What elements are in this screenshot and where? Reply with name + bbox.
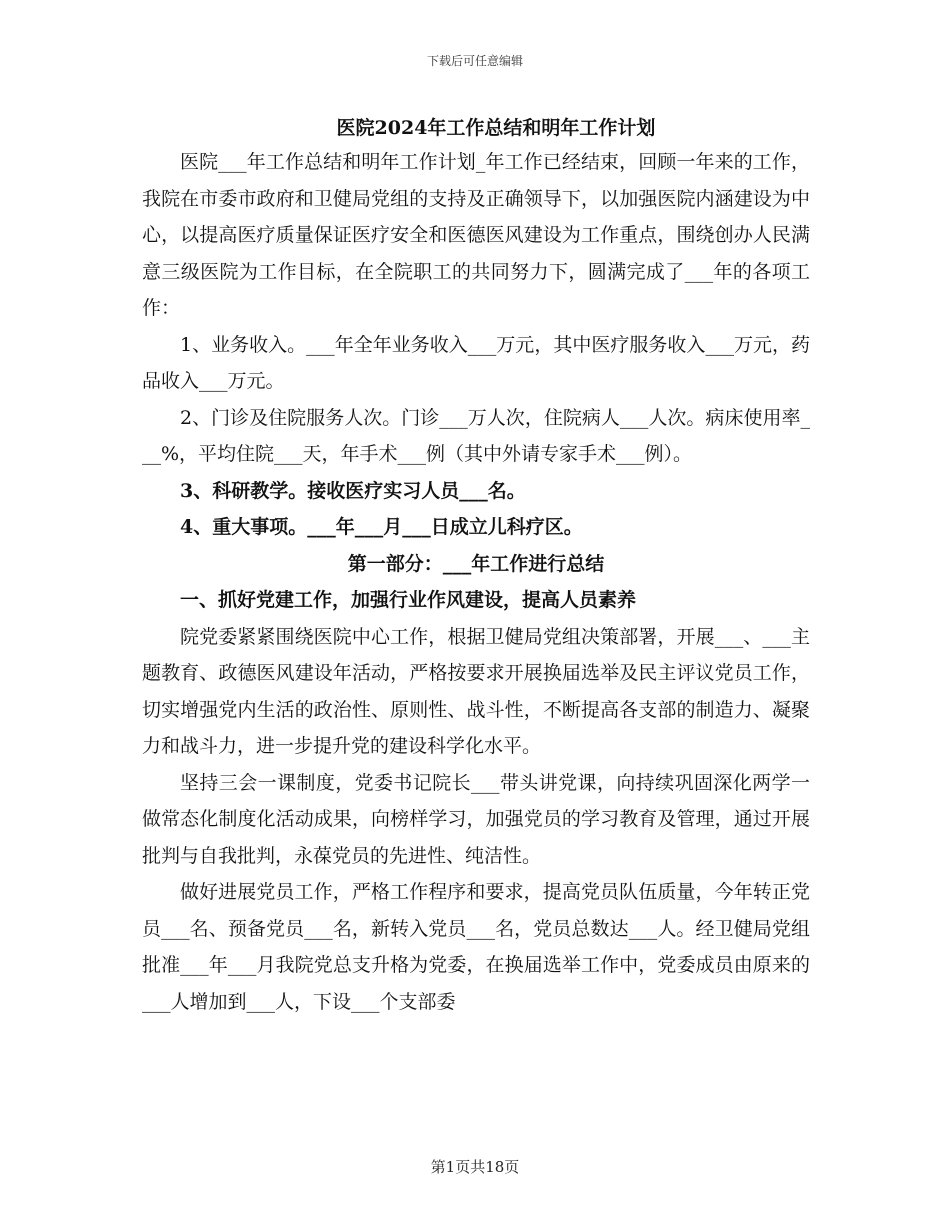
intro-paragraph: 医院___年工作总结和明年工作计划_年工作已经结束，回顾一年来的工作，我院在市委市政府和卫健局党组的支持及正确领导下，以加强医院内涵建设为中心，以提高医疗质量保证医疗安全和医德医风建设为工作重点，围绕创办人民满意三级医院为工作目标，在全院职工的共同努力下，圆满完成了___年的各项工作： (142, 151, 810, 319)
section-heading-part-one: 第一部分：___年工作进行总结 (347, 552, 605, 575)
document-body (142, 112, 810, 1020)
three-meetings-paragraph: 坚持三会一课制度，党委书记院长___带头讲党课，向持续巩固深化两学一做常态化制度化活动成果，向榜样学习，加强党员的学习教育及管理，通过开展批判与自我批判，永葆党员的先进性、纯洁性。 (142, 771, 810, 867)
service-volume-paragraph: 2、门诊及住院服务人次。门诊___万人次，住院病人___人次。病床使用率___%，平均住院___天，年手术___例（其中外请专家手术___例）。 (142, 406, 810, 465)
page-number: 第1页共18页 (430, 1158, 520, 1176)
party-member-development-paragraph: 做好进展党员工作，严格工作程序和要求，提高党员队伍质量，今年转正党员___名、预备党员___名，新转入党员___名，党员总数达___人。经卫健局党组批准___年___月我院党总支升格为党委，在换届选举工作中，党委成员由原来的___人增加到___人，下设___个支部委 (142, 881, 810, 1013)
document-title: 医院2024年工作总结和明年工作计划 (336, 117, 656, 139)
research-teaching-paragraph: 3、科研教学。接收医疗实习人员___名。 (180, 479, 526, 502)
download-note: 下载后可任意编辑 (426, 54, 523, 68)
major-events-paragraph: 4、重大事项。___年___月___日成立儿科疗区。 (180, 516, 583, 538)
business-income-paragraph: 1、业务收入。___年全年业务收入___万元，其中医疗服务收入___万元，药品收入___万元。 (142, 333, 810, 392)
subsection-heading-party-building: 一、抓好党建工作，加强行业作风建设，提高人员素养 (180, 589, 637, 611)
party-committee-paragraph: 院党委紧紧围绕医院中心工作，根据卫健局党组决策部署，开展___、___主题教育、政德医风建设年活动，严格按要求开展换届选举及民主评议党员工作，切实增强党内生活的政治性、原则性、战斗性，不断提高各支部的制造力、凝聚力和战斗力，进一步提升党的建设科学化水平。 (142, 625, 810, 757)
